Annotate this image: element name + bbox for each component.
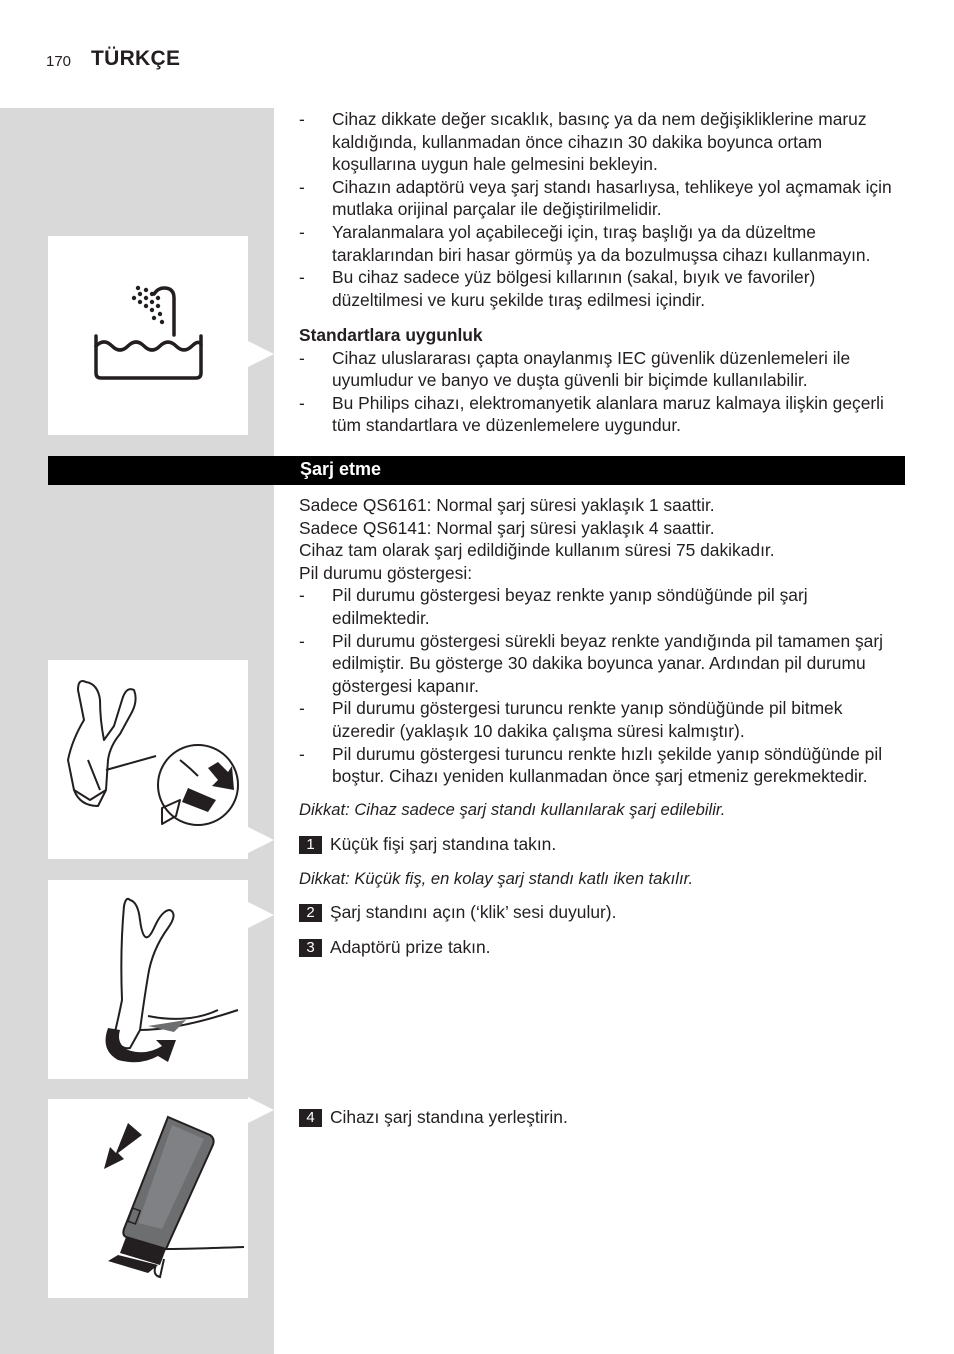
list-item: - Pil durumu göstergesi beyaz renkte yanıp söndüğünde pil şarj edilmektedir. [299,585,808,628]
illustration-panel-bath [48,236,248,435]
step-number: 4 [299,1109,322,1127]
list-item: - Cihaz dikkate değer sıcaklık, basınç ya da nem değişikliklerine maruz kaldığında, kullanmadan önce cihazın 30 dakika boyunca ortam koşullarına uygun hale gelmesini bekleyin. [299,109,867,175]
place-device-in-stand-icon [48,1099,248,1298]
list-item: - Pil durumu göstergesi sürekli beyaz renkte yandığında pil tamamen şarj edilmiştir. Bu gösterge 30 dakika boyunca yanar. Ardından pil durumu göstergesi kapanır. [299,630,883,696]
step-2 [299,902,905,924]
panel-pointer [248,341,274,367]
charging-block [299,494,905,788]
compliance-heading: Standartlara uygunluk [299,325,483,345]
list-item: - Yaralanmalara yol açabileceği için, tıraş başlığı ya da düzeltme taraklarından biri hasar görmüş ya da bozulmuşsa cihazı kullanmayın. [299,221,871,265]
panel-pointer [248,902,274,928]
intro-line: Cihaz tam olarak şarj edildiğinde kullanım süresi 75 dakikadır. [299,540,775,561]
warnings-block [299,108,905,311]
section-title: Şarj etme [300,459,382,479]
step-text: Cihazı şarj standına yerleştirin. [330,1107,568,1127]
list-item: - Pil durumu göstergesi turuncu renkte hızlı şekilde yanıp söndüğünde pil boştur. Cihazı yeniden kullanmadan önce şarj etmeniz gerekmektedir. [299,743,883,787]
list-item: - Bu Philips cihazı, elektromanyetik alanlara maruz kalmaya ilişkin geçerli tüm standartlara ve düzenlemelere uygundur. [299,392,884,436]
note-folded-stand: Dikkat: Küçük fiş, en kolay şarj standı katlı iken takılır. [299,869,694,888]
intro-line: Sadece QS6161: Normal şarj süresi yaklaşık 1 saattir. [299,495,715,515]
plug-into-stand-icon [48,660,248,859]
warnings-list [299,108,905,311]
intro-line: Sadece QS6141: Normal şarj süresi yaklaşık 4 saattir. [299,517,715,538]
panel-pointer [248,827,274,853]
panel-pointer [248,1097,274,1123]
step-text: Adaptörü prize takın. [330,937,491,957]
illustration-panel-open-stand [48,880,248,1079]
page-number: 170 [46,53,72,70]
list-item: - Cihazın adaptörü veya şarj standı hasarlıysa, tehlikeye yol açmamak için mutlaka orijinal parçalar ile değiştirilmelidir. [299,176,892,220]
illustration-panel-plug [48,660,248,859]
language-title: TÜRKÇE [91,47,181,70]
step-text: Küçük fişi şarj standına takın. [330,834,557,854]
note-charging-stand: Dikkat: Cihaz sadece şarj standı kullanılarak şarj edilebilir. [299,800,726,819]
step-3 [299,937,905,959]
step-4 [299,1107,905,1129]
list-item: - Pil durumu göstergesi turuncu renkte yanıp söndüğünde pil bitmek üzeredir (yaklaşık 10 dakika çalışma süresi kalmıştır). [299,698,843,741]
indicator-list [299,584,905,787]
step-number: 3 [299,939,322,957]
compliance-list [299,347,905,437]
step-number: 2 [299,904,322,922]
step-number: 1 [299,836,322,854]
step-text: Şarj standını açın (‘klik’ sesi duyulur). [330,902,617,922]
list-item: - Bu cihaz sadece yüz bölgesi kıllarının (sakal, bıyık ve favoriler) düzeltilmesi ve kuru şekilde tıraş edilmesi içindir. [299,267,816,310]
shower-bath-icon [48,236,248,435]
intro-line: Pil durumu göstergesi: [299,562,473,583]
open-stand-icon [48,880,248,1079]
section-header-charging [48,456,905,485]
step-1 [299,834,905,856]
list-item: - Cihaz uluslararası çapta onaylanmış IEC güvenlik düzenlemeleri ile uyumludur ve banyo ve duşta güvenli bir biçimde kullanılabilir. [299,347,851,391]
illustration-panel-place-device [48,1099,248,1298]
compliance-block [299,324,905,437]
